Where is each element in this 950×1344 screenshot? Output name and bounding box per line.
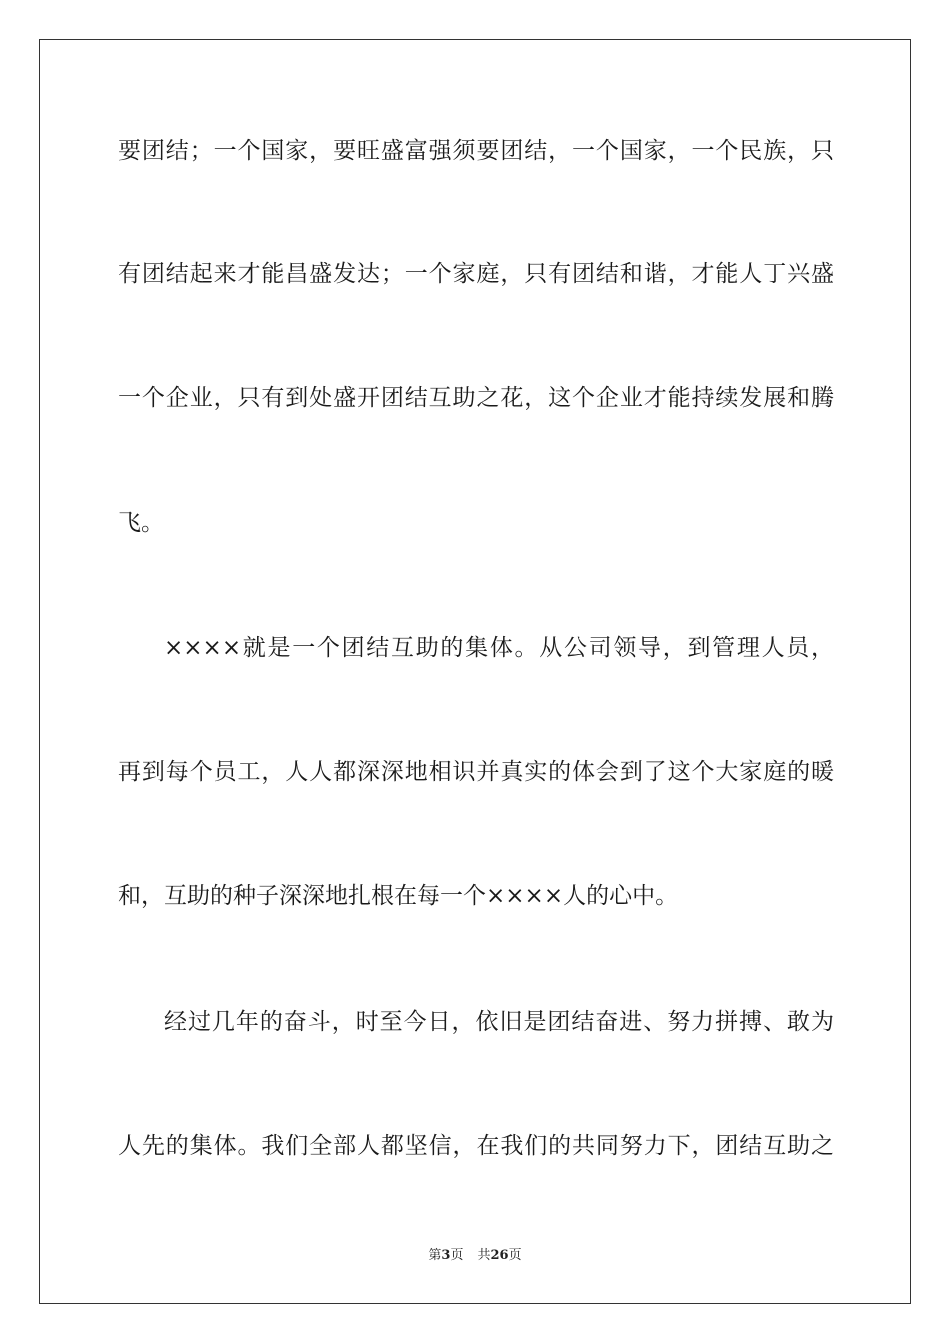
text-line-8: 经过几年的奋斗，时至今日，依旧是团结奋进、努力拼搏、敢为 xyxy=(164,1009,834,1035)
page-border xyxy=(39,39,911,1304)
footer-page-number: 3 xyxy=(441,1248,451,1263)
text-line-3: 一个企业，只有到处盛开团结互助之花，这个企业才能持续发展和腾 xyxy=(118,385,834,411)
footer-total-suffix: 页 xyxy=(508,1248,522,1263)
text-line-9: 人先的集体。我们全部人都坚信，在我们的共同努力下，团结互助之 xyxy=(118,1133,834,1159)
text-line-1: 要团结；一个国家，要旺盛富强须要团结，一个国家，一个民族，只 xyxy=(118,138,834,164)
footer-page-prefix: 第 xyxy=(428,1248,442,1263)
page-footer xyxy=(0,1246,950,1266)
footer-total-prefix: 共 xyxy=(477,1248,491,1263)
text-line-4: 飞。 xyxy=(118,510,164,536)
text-line-5: ××××就是一个团结互助的集体。从公司领导，到管理人员， xyxy=(164,635,834,661)
text-line-6: 再到每个员工，人人都深深地相识并真实的体会到了这个大家庭的暖 xyxy=(118,759,834,785)
text-line-7: 和，互助的种子深深地扎根在每一个××××人的心中。 xyxy=(118,883,679,909)
footer-page-suffix: 页 xyxy=(450,1248,464,1263)
footer-total-pages: 26 xyxy=(490,1248,509,1263)
text-line-2: 有团结起来才能昌盛发达；一个家庭，只有团结和谐，才能人丁兴盛 xyxy=(118,261,834,287)
